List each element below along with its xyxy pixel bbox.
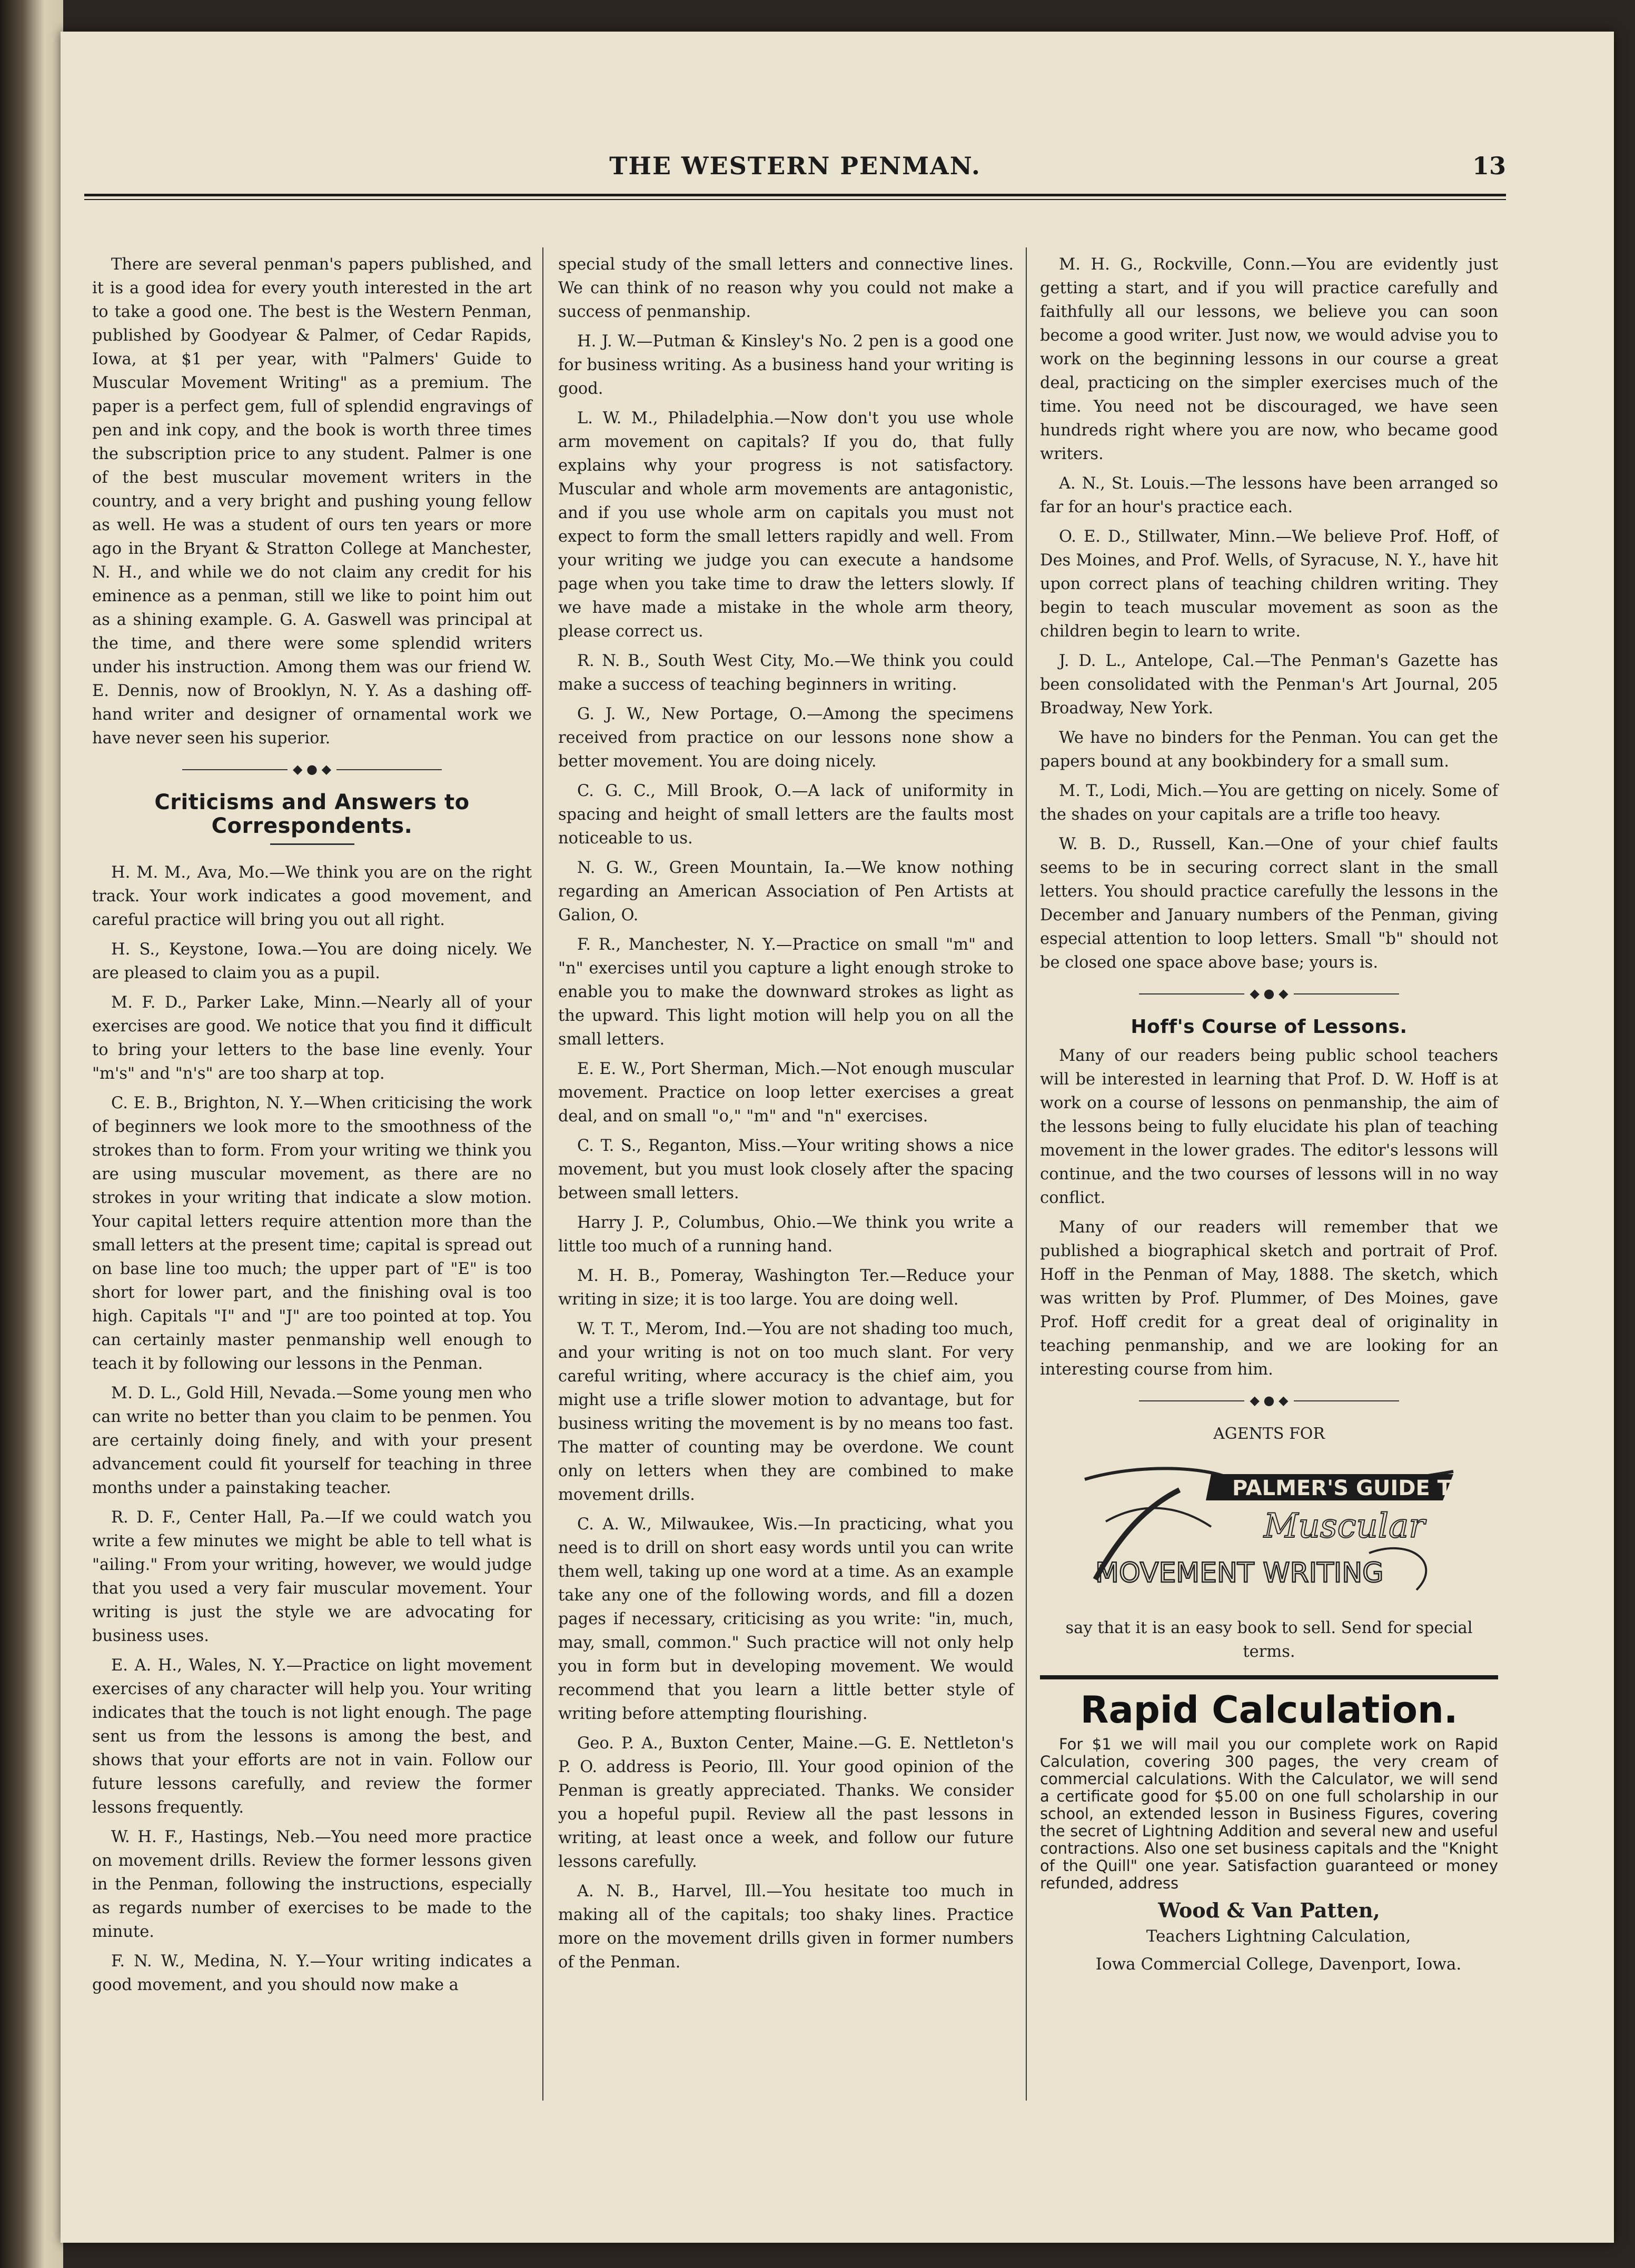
column-2 (558, 253, 1014, 1980)
answer-item: C. T. S., Reganton, Miss.—Your writing shows a nice movement, but you must look closely after the spacing between small letters. (558, 1137, 1014, 1202)
logo-line-2: Muscular (1264, 1507, 1425, 1546)
column-1 (92, 253, 532, 2003)
answer-item-continued: special study of the small letters and connective lines. We can think of no reason why you could not make a success of penmanship. (558, 255, 1014, 321)
page-header (84, 152, 1506, 183)
answer-item: M. H. G., Rockville, Conn.—You are evidently just getting a start, and if you will practice carefully and faithfully all our lessons, we believe you can soon become a good writer. Just now, we would advise you to work on the beginning lessons in our course a great deal, practicing on the simpler exercises much of the time. You need not be discouraged, we have seen hundreds right where you are now, who became good writers. (1040, 255, 1498, 463)
answer-item: C. E. B., Brighton, N. Y.—When criticising the work of beginners we look more to the smoothness of the strokes than to form. From your writing we think you are using muscular movement, as there are no strokes in your writing that indicate a slow motion. Your capital letters require attention more than the small letters at the present time; capital is spread out on base line too much; the upper part of "E" is too short for lower part, and the finishing oval is too high. Capitals "I" and "J" are too pointed at top. You can certainly master penmanship well enough to teach it by following our lessons in the Penman. (92, 1094, 532, 1373)
answer-item: M. F. D., Parker Lake, Minn.—Nearly all of your exercises are good. We notice that you find it difficult to bring your letters to the base line evenly. Your "m's" and "n's" are too sharp at top. (92, 993, 532, 1083)
intro-paragraph: There are several penman's papers published, and it is a good idea for every youth interested in the art to take a good one. The best is the Western Penman, published by Goodyear & Palmer, of Cedar Rapids, Iowa, at $1 per year, with "Palmers' Guide to Muscular Movement Writing" as a premium. The paper is a perfect gem, full of splendid engravings of pen and ink copy, and the book is worth three times the subscription price to any student. Palmer is one of the best muscular movement writers in the country, and a very bright and pushing young fellow as well. He was a student of ours ten years or more ago in the Bryant & Stratton College at Manchester, N. H., and while we do not claim any credit for his eminence as a penman, still we like to point him out as a shining example. G. A. Gaswell was principal at the time, and there were some splendid writers under his instruction. Among them was our friend W. E. Dennis, now of Brooklyn, N. Y. As a dashing off-hand writer and designer of ornamental work we have never seen his superior. (92, 255, 532, 748)
answer-item: We have no binders for the Penman. You can get the papers bound at any bookbindery for a small sum. (1040, 729, 1498, 771)
answer-item: O. E. D., Stillwater, Minn.—We believe Prof. Hoff, of Des Moines, and Prof. Wells, of Syracuse, N. Y., have hit upon correct plans of teaching children writing. They begin to teach muscular movement as soon as the children begin to learn to write. (1040, 528, 1498, 641)
answer-item: H. M. M., Ava, Mo.—We think you are on the right track. Your work indicates a good movement, and careful practice will bring you out all right. (92, 863, 532, 929)
agents-note: say that it is an easy book to sell. Send for special terms. (1065, 1619, 1473, 1661)
answer-item: A. N., St. Louis.—The lessons have been arranged so far for an hour's practice each. (1040, 474, 1498, 516)
ornament-separator: ◆ ● ◆ (1040, 1389, 1498, 1412)
answer-item: W. B. D., Russell, Kan.—One of your chief faults seems to be in securing correct slant in the small letters. You should practice carefully the lessons in the December and January numbers of the Penman, giving especial attention to loop letters. Small "b" should not be closed one space above base; yours is. (1040, 835, 1498, 972)
ad-line-2: Iowa Commercial College, Davenport, Iowa. (1095, 1955, 1462, 1974)
logo-line-1: PALMER'S GUIDE TO (1232, 1476, 1464, 1500)
ad-title: Rapid Calculation. (1080, 1688, 1458, 1732)
ad-signature: Wood & Van Patten, (1158, 1898, 1380, 1922)
answer-item: J. D. L., Antelope, Cal.—The Penman's Gazette has been consolidated with the Penman's Art Journal, 205 Broadway, New York. (1040, 652, 1498, 718)
hoff-section-title: Hoff's Course of Lessons. (1131, 1016, 1408, 1038)
ad-line-1: Teachers Lightning Calculation, (1146, 1927, 1411, 1946)
answer-item: G. J. W., New Portage, O.—Among the specimens received from practice on our lessons none show a better movement. You are doing nicely. (558, 705, 1014, 771)
hoff-paragraph: Many of our readers will remember that we published a biographical sketch and portrait of Prof. Hoff in the Penman of May, 1888. The sketch, which was written by Prof. Plummer, of Des Moines, gave Prof. Hoff credit for a great deal of originality in teaching penmanship, and we are looking for an interesting course from him. (1040, 1218, 1498, 1379)
header-rule-thin (84, 199, 1506, 200)
ornament-separator: ◆ ● ◆ (92, 758, 532, 781)
answer-item: F. N. W., Medina, N. Y.—Your writing indicates a good movement, and you should now make a (92, 1952, 532, 1994)
answer-item: C. G. C., Mill Brook, O.—A lack of uniformity in spacing and height of small letters are the faults most noticeable to us. (558, 782, 1014, 848)
hoff-paragraph: Many of our readers being public school teachers will be interested in learning that Prof. D. W. Hoff is at work on a course of lessons on penmanship, the aim of the lessons being to fully elucidate his plan of teaching movement in the lower grades. The editor's lessons will continue, and the two courses of lessons will in no way conflict. (1040, 1047, 1498, 1207)
advertisement-rule (1040, 1675, 1498, 1679)
answer-item: F. R., Manchester, N. Y.—Practice on small "m" and "n" exercises until you capture a light enough stroke to enable you to make the downward strokes as light as the upward. This light motion will help you on all the small letters. (558, 936, 1014, 1049)
answer-item: Geo. P. A., Buxton Center, Maine.—G. E. Nettleton's P. O. address is Peorio, Ill. Your good opinion of the Penman is greatly appreciated. Thanks. We consider you a hopeful pupil. Review all the past lessons in writing, at least once a week, and follow our future lessons carefully. (558, 1734, 1014, 1871)
palmers-guide-logo (1074, 1458, 1464, 1600)
book-binding (0, 0, 63, 2268)
logo-artwork (1074, 1458, 1464, 1600)
answer-item: M. T., Lodi, Mich.—You are getting on nicely. Some of the shades on your capitals are a trifle too heavy. (1040, 782, 1498, 824)
answer-item: R. N. B., South West City, Mo.—We think you could make a success of teaching beginners in writing. (558, 652, 1014, 694)
column-3 (1040, 253, 1498, 1981)
column-divider-1 (542, 247, 543, 2101)
column-divider-2 (1026, 247, 1027, 2101)
newspaper-page (61, 32, 1614, 2243)
ad-body: For $1 we will mail you our complete work on Rapid Calculation, covering 300 pages, the very cream of commercial calculations. With the Calculator, we will send a certificate good for $5.00 on one full scholarship in our school, an extended lesson in Business Figures, covering the secret of Lightning Addition and several new and useful contractions. Also one set business capitals and the "Knight of the Quill" one year. Satisfaction guaranteed or money refunded, address (1040, 1735, 1498, 1892)
header-rule-thick (84, 194, 1506, 196)
title-rule (270, 843, 354, 845)
answer-item: A. N. B., Harvel, Ill.—You hesitate too much in making all of the capitals; too shaky lines. Practice more on the movement drills given in former numbers of the Penman. (558, 1882, 1014, 1972)
answer-item: E. E. W., Port Sherman, Mich.—Not enough muscular movement. Practice on loop letter exercises a great deal, and on small "o," "m" and "n" exercises. (558, 1060, 1014, 1126)
answer-item: L. W. M., Philadelphia.—Now don't you use whole arm movement on capitals? If you do, that fully explains why your progress is not satisfactory. Muscular and whole arm movements are antagonistic, and if you use whole arm on capitals you must not expect to form the small letters rapidly and well. From your writing we judge you can execute a handsome page when you take time to draw the letters slowly. If we have made a mistake in the whole arm theory, please correct us. (558, 409, 1014, 641)
answer-item: H. S., Keystone, Iowa.—You are doing nicely. We are pleased to claim you as a pupil. (92, 940, 532, 982)
logo-line-3: MOVEMENT WRITING (1095, 1557, 1384, 1589)
answer-item: H. J. W.—Putman & Kinsley's No. 2 pen is a good one for business writing. As a business hand your writing is good. (558, 332, 1014, 398)
answer-item: Harry J. P., Columbus, Ohio.—We think you write a little too much of a running hand. (558, 1213, 1014, 1256)
page-number: 13 (1472, 152, 1506, 180)
answer-item: M. H. B., Pomeray, Washington Ter.—Reduce your writing in size; it is too large. You are doing well. (558, 1267, 1014, 1309)
masthead-title: THE WESTERN PENMAN. (609, 152, 981, 180)
answer-item: N. G. W., Green Mountain, Ia.—We know nothing regarding an American Association of Pen Artists at Galion, O. (558, 859, 1014, 924)
answer-item: R. D. F., Center Hall, Pa.—If we could watch you write a few minutes we might be able to tell what is "ailing." From your writing, however, we would judge that you used a very fair muscular movement. Your writing is just the style we are advocating for business uses. (92, 1508, 532, 1645)
answer-item: M. D. L., Gold Hill, Nevada.—Some young men who can write no better than you claim to be penmen. You are certainly doing finely, and with your present advancement could fit yourself for teaching in three months under a painstaking teacher. (92, 1384, 532, 1497)
ornament-separator: ◆ ● ◆ (1040, 982, 1498, 1006)
agents-for-label: AGENTS FOR (1213, 1425, 1325, 1443)
answer-item: W. H. F., Hastings, Neb.—You need more practice on movement drills. Review the former lessons given in the Penman, following the instructions, especially as regards number of exercises to be made to the minute. (92, 1828, 532, 1941)
section-title: Criticisms and Answers to Correspondents. (154, 790, 470, 838)
answer-item: C. A. W., Milwaukee, Wis.—In practicing, what you need is to drill on short easy words until you can write them well, taking up one word at a time. As an example take any one of the following words, and fill a dozen pages if necessary, criticising as you write: "in, much, may, small, common." Such practice will not only help you in form but in developing movement. We would recommend that you learn a little better style of writing before attempting flourishing. (558, 1515, 1014, 1723)
answer-item: W. T. T., Merom, Ind.—You are not shading too much, and your writing is not on too much slant. For very careful writing, where accuracy is the chief aim, you might use a trifle slower motion to advantage, but for business writing the movement is by no means too fast. The matter of counting may be overdone. We count only on letters when they are combined to make movement drills. (558, 1320, 1014, 1504)
answer-item: E. A. H., Wales, N. Y.—Practice on light movement exercises of any character will help you. Your writing indicates that the touch is not light enough. The page sent us from the lessons is among the best, and shows that your efforts are not in vain. Follow our future lessons carefully, and review the former lessons frequently. (92, 1656, 532, 1817)
